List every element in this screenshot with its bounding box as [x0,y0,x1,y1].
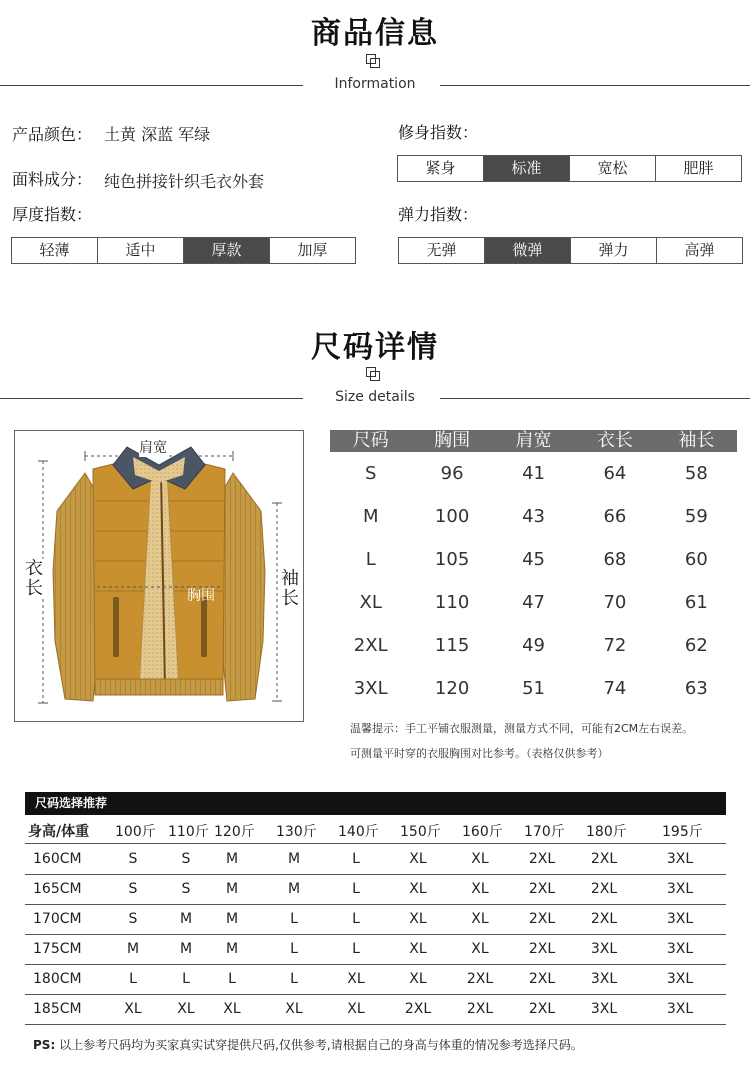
size-cell: L [228,971,236,987]
weight-header: 100斤 [115,824,156,840]
table-cell: 45 [522,549,545,570]
sleeve-label: 袖长 [281,568,299,609]
size-cell: M [179,911,193,927]
header-sleeve: 袖长 [678,430,715,451]
table-cell: 64 [603,463,627,484]
size-cell: 2XL [404,1001,432,1017]
size-cell: M [287,851,301,867]
weight-header: 150斤 [400,824,441,840]
window-icon [366,54,378,66]
size-cell: S [128,851,138,867]
size-cell: L [290,911,298,927]
fit-option: 标准 [483,156,569,181]
size-cell: 3XL [666,881,694,897]
size-cell: 3XL [666,971,694,987]
thickness-label: 厚度指数： [12,205,93,224]
size-cell: XL [409,911,427,927]
size-cell: L [290,971,298,987]
stretch-option: 弹力 [570,238,656,263]
table-row [25,994,726,1025]
size-cell: 3XL [666,1001,694,1017]
thickness-scale [11,237,356,264]
size-section-title: 尺码详情 [311,330,439,365]
header-length: 衣长 [596,430,633,451]
table-cell: 63 [684,678,708,699]
size-cell: L [352,941,360,957]
size-cell: 3XL [666,911,694,927]
table-row [25,874,726,905]
size-cell: 2XL [528,1001,556,1017]
table-cell: XL [359,592,382,613]
size-cell: XL [471,941,489,957]
ps-text: 以上参考尺码均为买家真实试穿提供尺码,仅供参考,请根据自己的身高与体重的情况参考选择尺码。 [59,1038,583,1052]
stretch-option: 微弹 [484,238,570,263]
size-cell: 2XL [590,851,618,867]
size-cell: M [179,941,193,957]
table-cell: 120 [434,678,470,699]
size-cell: 2XL [528,941,556,957]
table-cell: 41 [522,463,545,484]
table-cell: 115 [434,635,470,656]
table-cell: 74 [603,678,627,699]
size-cell: XL [347,971,365,987]
size-cell: L [352,851,360,867]
ps-label: PS: [33,1038,56,1052]
size-cell: L [182,971,190,987]
size-cell: 2XL [528,881,556,897]
height-cell: 170CM [33,911,82,927]
table-cell: 61 [684,592,708,613]
table-row [330,592,737,613]
height-cell: 185CM [33,1001,82,1017]
table-cell: 43 [522,506,545,527]
size-cell: XL [409,941,427,957]
height-cell: 165CM [33,881,82,897]
stretch-option: 无弹 [426,241,457,259]
size-cell: XL [471,851,489,867]
size-cell: XL [409,851,427,867]
size-cell: M [287,881,301,897]
height-weight-label: 身高/体重 [28,824,90,840]
table-cell: 72 [603,635,627,656]
size-cell: 2XL [528,971,556,987]
table-cell: 66 [603,506,627,527]
size-cell: S [181,851,191,867]
table-row [330,506,737,527]
info-section-title: 商品信息 [311,16,439,51]
table-cell: 62 [684,635,708,656]
table-cell: 49 [522,635,545,656]
size-cell: 3XL [590,971,618,987]
size-cell: XL [409,881,427,897]
stretch-label: 弹力指数： [398,205,479,224]
fabric-value: 纯色拼接针织毛衣外套 [104,172,265,191]
size-cell: 2XL [466,1001,494,1017]
stretch-scale [398,237,743,264]
table-cell: S [364,463,377,484]
size-cell: M [225,851,239,867]
table-row [330,635,737,656]
size-cell: L [129,971,137,987]
size-cell: 2XL [528,911,556,927]
table-cell: 3XL [353,678,388,699]
info-section-subtitle: Information [334,76,416,92]
table-cell: 59 [684,506,708,527]
table-cell: 47 [522,592,545,613]
size-cell: 2XL [590,881,618,897]
size-cell: 3XL [666,851,694,867]
table-row [25,844,726,875]
table-cell: 105 [434,549,470,570]
size-cell: 3XL [590,941,618,957]
size-cell: S [128,881,138,897]
table-row [25,904,726,935]
table-cell: 100 [434,506,470,527]
window-icon [366,367,378,379]
size-table-header [330,430,737,452]
size-cell: M [225,881,239,897]
size-cell: 2XL [528,851,556,867]
weight-header: 170斤 [524,824,565,840]
table-row [25,964,726,995]
table-row [330,463,737,484]
size-cell: XL [347,1001,365,1017]
table-cell: 58 [684,463,708,484]
fit-option: 肥胖 [655,156,741,181]
color-value: 土黄 深蓝 军绿 [104,125,211,144]
size-cell: XL [177,1001,195,1017]
header-chest: 胸围 [434,430,471,451]
size-cell: XL [471,911,489,927]
table-cell: 96 [440,463,464,484]
height-cell: 180CM [33,971,82,987]
weight-header: 130斤 [276,824,317,840]
size-cell: L [290,941,298,957]
size-cell: XL [409,971,427,987]
size-cell: XL [471,881,489,897]
thickness-option: 适中 [97,238,183,263]
height-cell: 175CM [33,941,82,957]
table-cell: 60 [684,549,708,570]
size-cell: 2XL [466,971,494,987]
fit-scale [397,155,742,182]
stretch-option: 高弹 [656,238,742,263]
weight-header: 160斤 [462,824,503,840]
thickness-option: 加厚 [269,238,355,263]
size-cell: L [352,881,360,897]
ps-note [33,1036,583,1053]
header-size: 尺码 [352,430,389,451]
fabric-label: 面料成分： [12,170,93,189]
length-label: 衣长 [25,558,43,599]
height-cell: 160CM [33,851,82,867]
size-cell: XL [124,1001,142,1017]
size-cell: L [352,911,360,927]
size-section-subtitle: Size details [335,389,415,405]
table-row [330,549,737,570]
header-shoulder: 肩宽 [515,430,552,451]
size-cell: M [126,941,140,957]
tip-line-1: 温馨提示：手工平铺衣服测量，测量方式不同，可能有2CM左右误差。 [350,722,694,735]
table-cell: M [362,506,379,527]
jacket-diagram [14,430,304,722]
shoulder-label: 肩宽 [139,437,167,457]
fit-label: 修身指数： [398,123,479,142]
size-cell: S [181,881,191,897]
size-cell: XL [223,1001,241,1017]
color-label: 产品颜色： [12,125,93,144]
fit-option: 宽松 [569,156,655,181]
thickness-option: 厚款 [183,238,269,263]
fit-option: 紧身 [425,159,456,177]
size-cell: 2XL [590,911,618,927]
weight-header: 110斤 [168,824,209,840]
size-cell: M [225,941,239,957]
size-cell: M [225,911,239,927]
table-cell: 110 [434,592,470,613]
chest-label: 胸围 [187,588,215,604]
jacket-illustration [15,431,303,721]
table-row [25,934,726,965]
table-row [330,678,737,699]
recommend-title-bar: 尺码选择推荐 [25,792,726,815]
table-cell: 2XL [353,635,388,656]
size-cell: 3XL [590,1001,618,1017]
table-cell: 68 [603,549,627,570]
table-cell: L [365,549,376,570]
size-cell: S [128,911,138,927]
tip-line-2: 可测量平时穿的衣服胸围对比参考。（表格仅供参考） [350,747,609,760]
weight-header: 195斤 [662,824,703,840]
size-cell: XL [285,1001,303,1017]
thickness-option: 轻薄 [39,241,70,259]
weight-header: 140斤 [338,824,379,840]
table-cell: 70 [603,592,627,613]
recommend-header-row [25,815,726,844]
size-cell: 3XL [666,941,694,957]
weight-header: 120斤 [214,824,255,840]
weight-header: 180斤 [586,824,627,840]
table-cell: 51 [522,678,545,699]
